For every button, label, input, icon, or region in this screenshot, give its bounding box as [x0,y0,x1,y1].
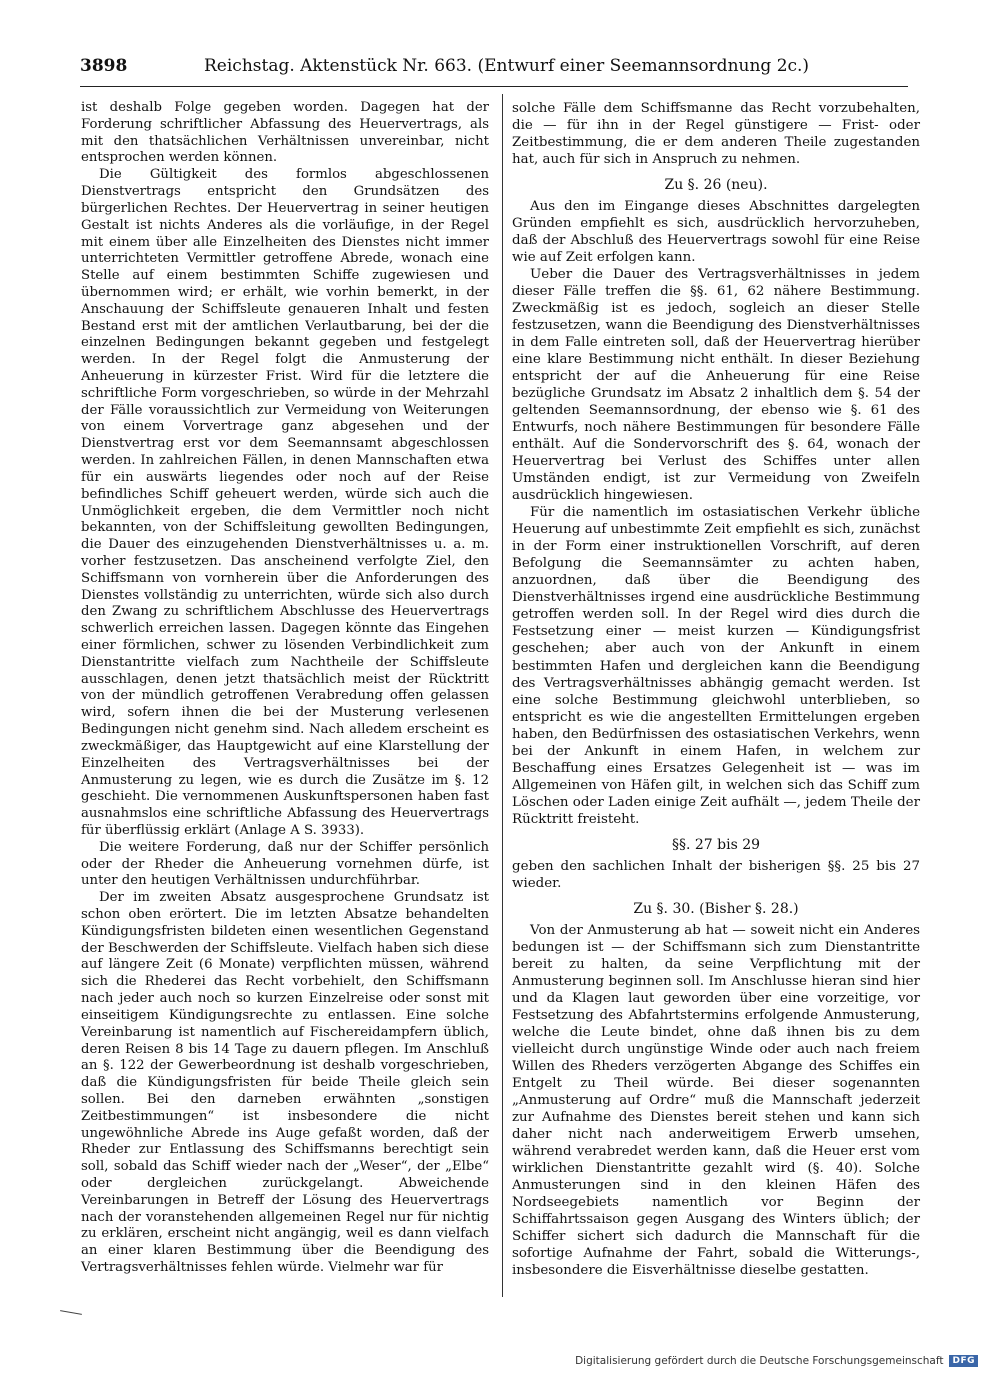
section-heading: Zu §. 26 (neu). [664,177,768,194]
paragraph: ist deshalb Folge gegeben worden. Dagegen hat der Forderung schriftlicher Abfassung des Heuervertrags, als mit den thatsächlichen Verhältnissen unvereinbar, nicht entsprochen werden können. [81,100,489,166]
paragraph: Die weitere Forderung, daß nur der Schiffer persönlich oder der Rheder die Anheuerung vornehmen dürfe, ist unter den heutigen Verhältnissen undurchführbar. [81,839,489,889]
paragraph: Aus den im Eingange dieses Abschnittes dargelegten Gründen empfiehlt es sich, ausdrücklich hervorzuheben, daß der Abschluß des Heuervertrags sowohl für eine Reise wie auf Zeit erfolgen kann. [512,199,920,266]
paragraph: Die Gültigkeit des formlos abgeschlossenen Dienstvertrags entspricht den Grundsätzen des bürgerlichen Rechtes. Der Heuervertrag in seiner heutigen Gestalt ist nichts Anderes als die vorläufige, in der Regel mit einem über alle Einzelheiten des Dienstes nicht immer unterrichteten Vermittler getroffene Abrede, wonach eine Stelle auf einem bestimmten Schiffe zugewiesen und übernommen wird; er erhält, wie vorhin bemerkt, in der Anschauung der Schiffsleute genaueren Inhalt und festen Bestand erst mit der amtlichen Verlautbarung, bei der die einzelnen Bedingungen bekannt gegeben und festgelegt werden. In der Regel folgt die Anmusterung der Anheuerung in kürzester Frist. Wird für die letztere die schriftliche Form vorgeschrieben, so würde in der Mehrzahl der Fälle voraussichtlich zur Vermeidung von Weiterungen von einem Vorvertrage ganz abgesehen und der Dienstvertrag erst vor dem Seemannsamt abgeschlossen werden. In zahlreichen Fällen, in denen Mannschaften etwa für ein auswärts liegendes oder noch auf der Reise befindliches Schiff geheuert werden, würde sich auch die Unmöglichkeit ergeben, die dem Vermittler noch nicht bekannten, von der Schiffsleitung gewollten Bedingungen, die Dauer des einzugehenden Dienstverhältnisses u. a. m. vorher festzusetzen. Das anscheinend verfolgte Ziel, den Schiffsmann von vornherein über die Anforderungen des Dienstes vollständig zu unterrichten, würde sich also durch den Zwang zu schriftlichem Abschlusse des Heuervertrags schwerlich erreichen lassen. Dagegen könnte das Eingehen einer förmlichen, schwer zu lösenden Verbindlichkeit zum Dienstantritte vielfach zum Nachtheile der Schiffsleute ausschlagen, denen jetzt thatsächlich meist der Rücktritt von der mündlich getroffenen Verabredung offen gelassen wird, sofern ihnen die bei der Musterung verlesenen Bedingungen nicht genehm sind. Nach alledem erscheint es zweckmäßiger, das Hauptgewicht auf eine Klarstellung der Einzelheiten des Vertragsverhältnisses bei der Anmusterung zu legen, wie es durch die Zusätze im §. 12 geschieht. Die vernommenen Auskunftspersonen haben fast ausnahmslos eine schriftliche Abfassung des Heuervertrags für überflüssig erklärt (Anlage A S. 3933). [81,167,489,838]
dfg-logo: DFG [949,1355,978,1367]
left-column [81,100,489,1277]
paragraph: Der im zweiten Absatz ausgesprochene Grundsatz ist schon oben erörtert. Die im letzten Absatze behandelten Kündigungsfristen bildeten einen wesentlichen Gegenstand der Beschwerden der Schiffsleute. Vielfach haben sich diese auf längere Zeit (6 Monate) verpflichten müssen, während sich die Rhederei das Recht vorbehielt, den Schiffsmann nach jeder auch noch so kurzen Einzelreise oder sonst mit einseitigem Kündigungsrechte zu entlassen. Eine solche Vereinbarung ist namentlich auf Fischereidampfern üblich, deren Reisen 8 bis 14 Tage zu dauern pflegen. Im Anschluß an §. 122 der Gewerbeordnung ist deshalb vorgeschrieben, daß die Kündigungsfristen für beide Theile gleich sein sollen. Bei den darneben erwähnten „sonstigen Zeitbestimmungen“ ist insbesondere die nicht ungewöhnliche Abrede ins Auge gefaßt worden, daß der Rheder zur Entlassung des Schiffsmanns berechtigt sein soll, sobald das Schiff wieder nach der „Weser“, der „Elbe“ oder dergleichen zurückgelangt. Abweichende Vereinbarungen in Betreff der Lösung des Heuervertrags nach der voranstehenden allgemeinen Regel nur für nichtig zu erklären, erscheint nicht angängig, weil es dann vielfach an einer klaren Bestimmung über die Beendigung des Vertragsverhältnisses fehlen würde. Vielmehr war für [81,890,489,1276]
column-divider [502,94,503,1297]
paragraph: geben den sachlichen Inhalt der bisherigen §§. 25 bis 27 wieder. [512,858,920,891]
page-header [80,56,908,86]
section-heading: §§. 27 bis 29 [671,836,761,853]
header-rule [80,86,908,87]
page-number: 3898 [80,56,128,76]
digitization-credit [575,1355,978,1367]
right-column [512,100,920,1279]
paragraph: Ueber die Dauer des Vertragsverhältnisses in jedem dieser Fälle treffen die §§. 61, 62 nähere Bestimmung. Zweckmäßig ist es jedoch, sogleich an dieser Stelle festzusetzen, wann die Beendigung des Dienstverhältnisses in dem Falle eintreten soll, daß der Heuervertrag hierüber eine klare Bestimmung nicht enthält. In dieser Beziehung entspricht der auf die Anheuerung für eine Reise bezügliche Grundsatz im Absatz 2 inhaltlich dem §. 54 der geltenden Seemannsordnung, der ebenso wie §. 61 des Entwurfs, noch nähere Bestimmungen für besondere Fälle enthält. Auf die Sondervorschrift des §. 64, wonach der Heuervertrag bei Verlust des Schiffes unter allen Umständen endigt, ist zur Vermeidung von Zweifeln ausdrücklich hingewiesen. [512,267,920,504]
margin-mark [60,1310,82,1315]
paragraph: solche Fälle dem Schiffsmanne das Recht vorzubehalten, die — für ihn in der Regel günstigere — Frist- oder Zeitbestimmung, die er dem anderen Theile zugestanden hat, auch für sich in Anspruch zu nehmen. [512,101,920,168]
paragraph: Von der Anmusterung ab hat — soweit nicht ein Anderes bedungen ist — der Schiffsmann sich zum Dienstantritte bereit zu halten, da seine Verpflichtung mit der Anmusterung beginnen soll. Im Anschlusse hieran sind hier und da Klagen laut geworden über eine vorzeitige, vor Festsetzung des Abfahrtstermins erfolgende Anmusterung, welche die Leute bindet, ohne daß ihnen bis zu dem vielleicht durch ungünstige Winde oder auch nach freiem Willen des Rheders verzögerten Abgange des Schiffes ein Entgelt zu Theil würde. Bei dieser sogenannten „Anmusterung auf Ordre“ muß die Mannschaft jederzeit zur Aufnahme des Dienstes bereit stehen und kann sich daher nicht nach anderweitigem Erwerb umsehen, während verabredet werden kann, daß die Heuer erst vom wirklichen Dienstantritte gezahlt wird (§. 40). Solche Anmusterungen sind in den kleinen Häfen des Nordseegebiets namentlich vor Beginn der Schiffahrtssaison gegen Ausgang des Winters üblich; der Schiffer sichert sich dadurch die Mannschaft für die sofortige Aufnahme der Fahrt, sobald die Witterungs-, insbesondere die Eisverhältnisse dieselbe gestatten. [512,922,920,1279]
section-heading: Zu §. 30. (Bisher §. 28.) [633,900,799,917]
credit-text: Digitalisierung gefördert durch die Deutsche Forschungsgemeinschaft [575,1355,944,1367]
running-title: Reichstag. Aktenstück Nr. 663. (Entwurf einer Seemannsordnung 2c.) [204,56,810,76]
paragraph: Für die namentlich im ostasiatischen Verkehr übliche Heuerung auf unbestimmte Zeit empfiehlt es sich, zunächst in der Form einer instruktionellen Vorschrift, auf deren Befolgung die Seemannsämter zu achten haben, anzuordnen, daß über die Beendigung des Dienstverhältnisses irgend eine ausdrückliche Bestimmung getroffen werden soll. In der Regel wird dies durch die Festsetzung einer — meist kurzen — Kündigungsfrist geschehen; aber auch von der Ankunft in einem bestimmten Hafen und dergleichen kann die Beendigung des Vertragsverhältnisses abhängig gemacht werden. Ist eine solche Bestimmung gleichwohl unterblieben, so entspricht es wie die angestellten Ermittelungen ergeben haben, den Bedürfnissen des ostasiatischen Verkehrs, wenn bei der Ankunft in einem Hafen, in welchem zur Beschaffung eines Ersatzes Gelegenheit ist — was im Allgemeinen von Häfen gilt, in welchen sich das Schiff zum Löschen oder Laden einige Zeit aufhält —, jedem Theile der Rücktritt freisteht. [512,505,920,827]
